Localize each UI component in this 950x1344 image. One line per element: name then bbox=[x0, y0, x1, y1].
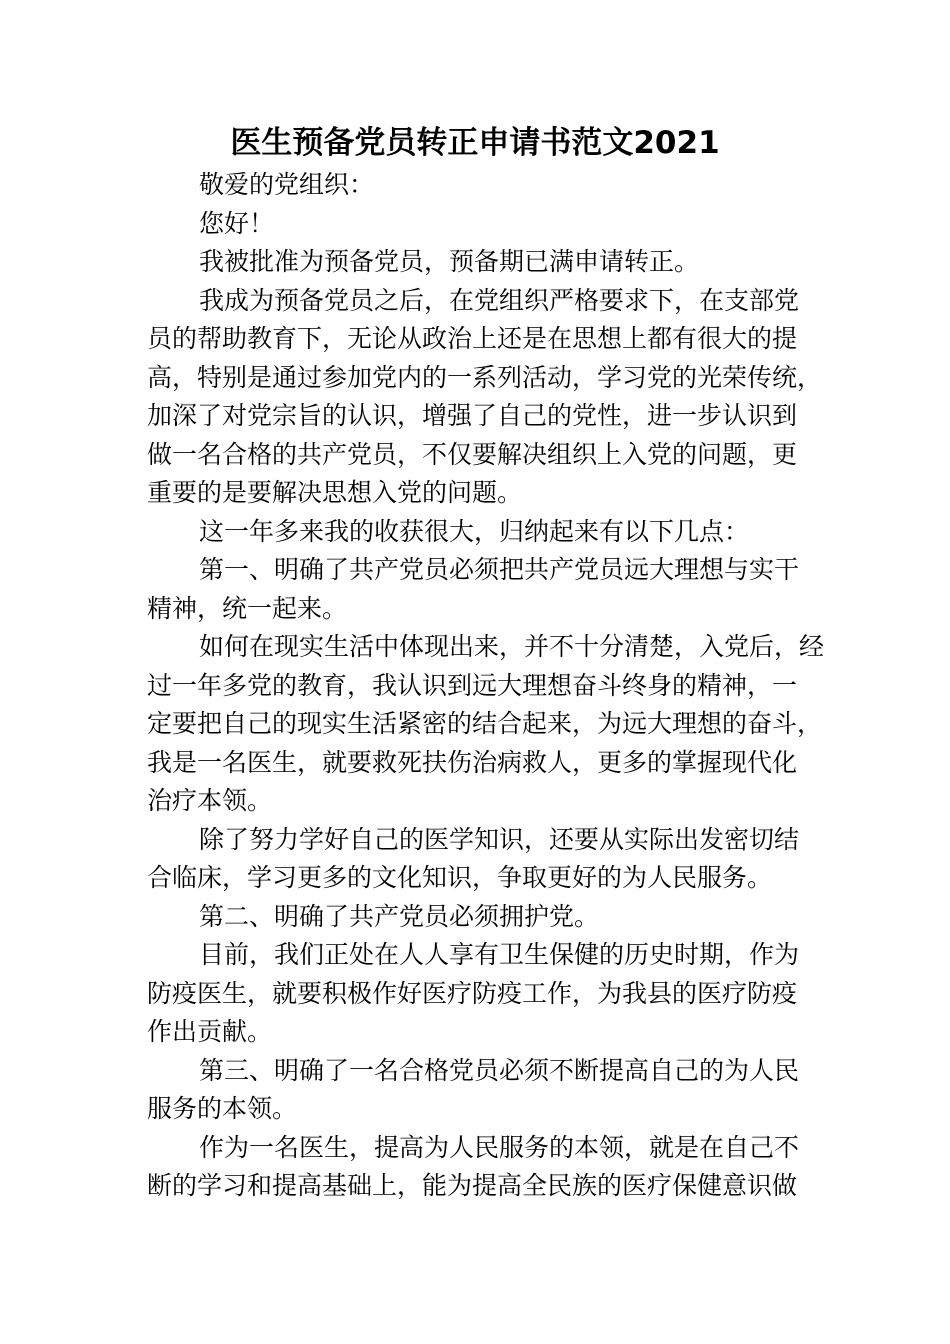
text-line: 定要把自己的现实生活紧密的结合起来，为远大理想的奋斗， bbox=[147, 709, 823, 738]
paragraph bbox=[147, 1129, 809, 1206]
text-line: 服务的本领。 bbox=[147, 1094, 298, 1123]
text-line: 除了努力学好自己的医学知识，还要从实际出发密切结 bbox=[199, 824, 800, 854]
text-line: 作出贡献。 bbox=[147, 1017, 273, 1046]
text-line: 重要的是要解决思想入党的问题。 bbox=[147, 478, 523, 507]
text-line: 第二、明确了共产党员必须拥护党。 bbox=[199, 901, 600, 931]
paragraph bbox=[147, 243, 809, 282]
text-line: 第三、明确了一名合格党员必须不断提高自己的为人民 bbox=[199, 1055, 800, 1085]
text-line: 您好！ bbox=[199, 208, 275, 238]
paragraph bbox=[147, 821, 809, 898]
paragraph bbox=[147, 166, 809, 205]
paragraph bbox=[147, 282, 823, 513]
paragraph bbox=[147, 1052, 809, 1129]
paragraph bbox=[147, 628, 825, 821]
text-line: 如何在现实生活中体现出来，并不十分清楚，入党后，经 bbox=[199, 632, 825, 661]
text-line: 做一名合格的共产党员，不仅要解决组织上入党的问题，更 bbox=[147, 439, 798, 469]
text-line: 精神，统一起来。 bbox=[147, 593, 348, 623]
text-line: 作为一名医生，提高为人民服务的本领，就是在自己不 bbox=[199, 1132, 800, 1162]
paragraph bbox=[147, 936, 809, 1052]
text-line: 合临床，学习更多的文化知识，争取更好的为人民服务。 bbox=[147, 863, 773, 892]
paragraph bbox=[147, 551, 809, 628]
text-line: 员的帮助教育下，无论从政治上还是在思想上都有很大的提 bbox=[147, 324, 798, 353]
text-line: 防疫医生，就要积极作好医疗防疫工作，为我县的医疗防疫 bbox=[147, 978, 798, 1008]
text-line: 我被批准为预备党员，预备期已满申请转正。 bbox=[199, 247, 700, 276]
document-title: 医生预备党员转正申请书范文2021 bbox=[230, 125, 720, 161]
text-line: 过一年多党的教育，我认识到远大理想奋斗终身的精神，一 bbox=[147, 670, 798, 700]
text-line: 这一年多来我的收获很大，归纳起来有以下几点： bbox=[199, 516, 750, 546]
text-line: 目前，我们正处在人人享有卫生保健的历史时期，作为 bbox=[199, 940, 800, 969]
paragraph bbox=[147, 898, 809, 937]
text-line: 第一、明确了共产党员必须把共产党员远大理想与实干 bbox=[199, 555, 800, 584]
text-line: 治疗本领。 bbox=[147, 786, 273, 815]
text-line: 加深了对党宗旨的认识，增强了自己的党性，进一步认识到 bbox=[147, 401, 798, 430]
paragraph bbox=[147, 205, 809, 244]
text-line: 我成为预备党员之后，在党组织严格要求下，在支部党 bbox=[199, 285, 800, 315]
document-body bbox=[147, 166, 825, 1206]
text-line: 高，特别是通过参加党内的一系列活动，学习党的光荣传统， bbox=[147, 362, 823, 392]
paragraph bbox=[147, 513, 809, 552]
text-line: 断的学习和提高基础上，能为提高全民族的医疗保健意识做 bbox=[147, 1171, 798, 1200]
text-line: 我是一名医生，就要救死扶伤治病救人，更多的掌握现代化 bbox=[147, 747, 798, 777]
text-line: 敬爱的党组织： bbox=[199, 170, 375, 199]
